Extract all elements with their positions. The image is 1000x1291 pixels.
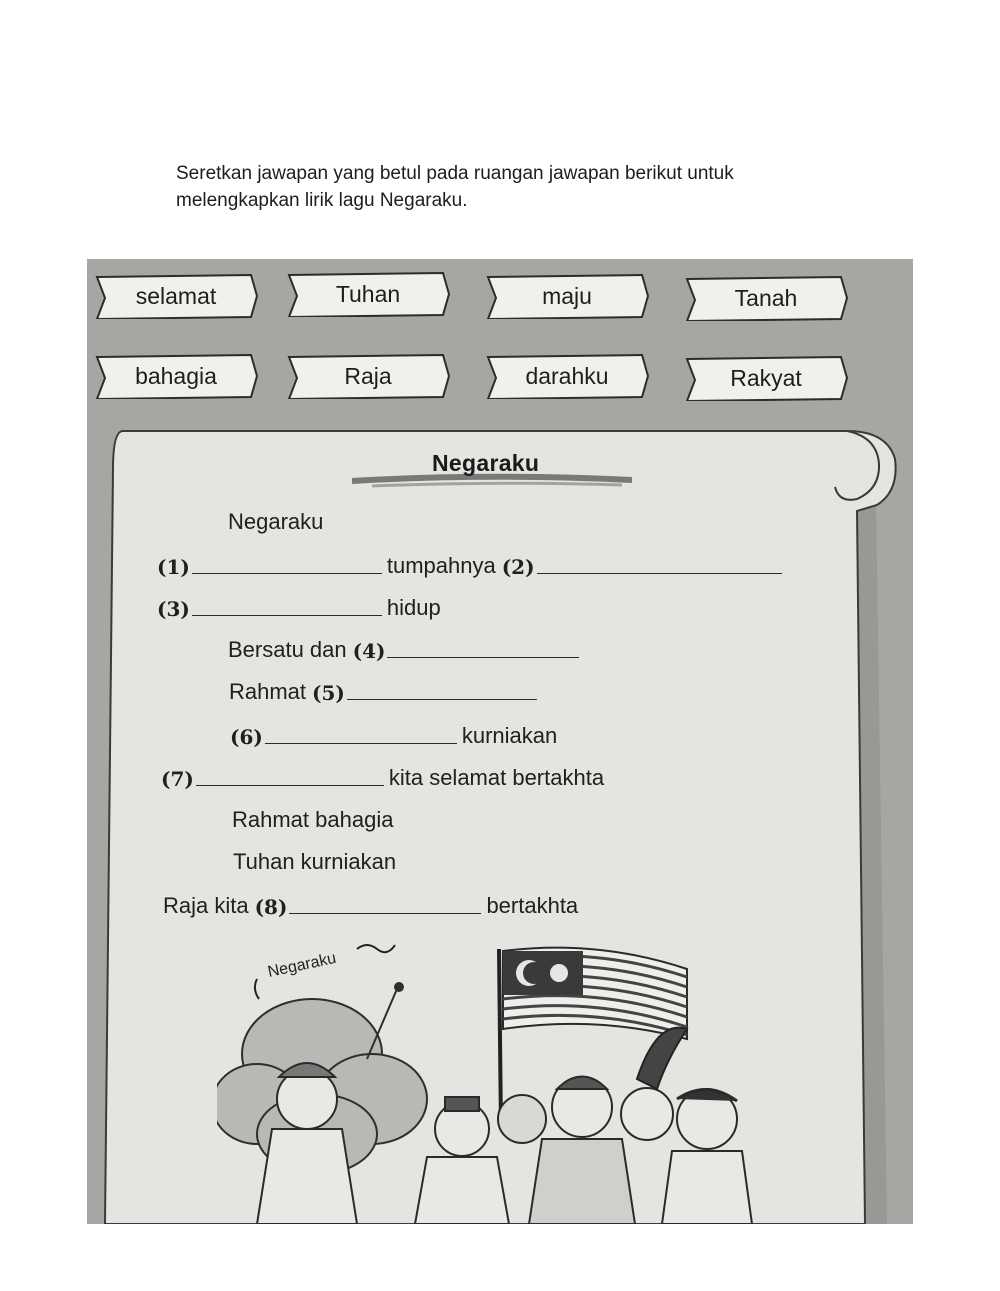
- word-tile-darahku[interactable]: darahku: [484, 353, 650, 399]
- instruction-text: Seretkan jawapan yang betul pada ruangan jawapan berikut untuk melengkapkan lirik lagu Negaraku.: [176, 163, 734, 211]
- word-tile-tuhan[interactable]: Tuhan: [285, 271, 451, 317]
- word-tile-maju[interactable]: maju: [484, 273, 650, 319]
- answer-blank-8[interactable]: [289, 912, 481, 914]
- lyric-line-8: Tuhan kurniakan: [233, 849, 397, 874]
- answer-blank-4[interactable]: [387, 656, 579, 658]
- word-tile-raja[interactable]: Raja: [285, 353, 451, 399]
- answer-blank-2[interactable]: [537, 572, 782, 574]
- word-tile-bahagia[interactable]: bahagia: [93, 353, 259, 399]
- answer-blank-3[interactable]: [192, 614, 382, 616]
- word-tile-tanah[interactable]: Tanah: [683, 275, 849, 321]
- lyric-line-1: (1) tumpahnya (2): [157, 553, 787, 579]
- lyric-line-9: Raja kita (8) bertakhta: [163, 893, 579, 919]
- word-tile-rakyat[interactable]: Rakyat: [683, 355, 849, 401]
- lyric-line-2: (3) hidup: [157, 595, 441, 621]
- lyric-line-7: Rahmat bahagia: [232, 807, 394, 832]
- answer-blank-7[interactable]: [196, 784, 384, 786]
- answer-blank-1[interactable]: [192, 572, 382, 574]
- lyrics-title: Negaraku: [432, 450, 540, 476]
- children-flag-illustration: [217, 929, 817, 1224]
- lyric-line-intro: Negaraku: [228, 509, 324, 534]
- worksheet-photo: [87, 259, 913, 1224]
- lyric-line-6: (7) kita selamat bertakhta: [161, 765, 605, 791]
- illustration-label: Negaraku: [266, 949, 338, 981]
- word-tile-selamat[interactable]: selamat: [93, 273, 259, 319]
- answer-blank-5[interactable]: [347, 698, 537, 700]
- lyric-line-5: (6) kurniakan: [230, 723, 558, 749]
- answer-blank-6[interactable]: [265, 742, 457, 744]
- lyric-line-3: Bersatu dan (4): [228, 637, 584, 663]
- lyric-line-4: Rahmat (5): [229, 679, 542, 705]
